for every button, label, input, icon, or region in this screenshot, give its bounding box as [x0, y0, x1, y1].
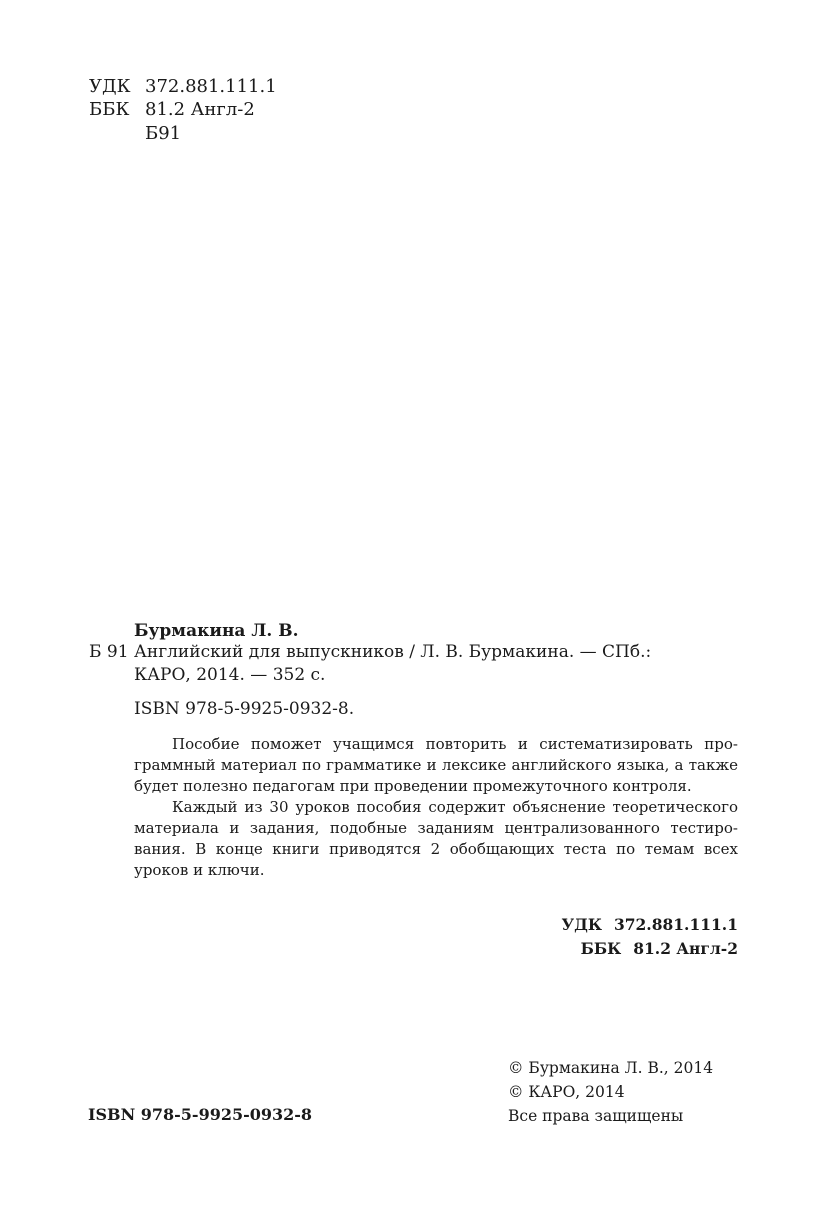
title-line-2: КАРО, 2014. — 352 с.	[134, 665, 326, 685]
bottom-udk-value: 372.881.111.1	[613, 915, 738, 934]
copyright-author: © Бурмакина Л. В., 2014	[508, 1059, 714, 1077]
rights-reserved: Все права защищены	[508, 1107, 684, 1125]
top-author-code: Б91	[145, 123, 182, 144]
bottom-bbk-value: 81.2 Англ-2	[633, 939, 738, 958]
top-udk-value: 372.881.111.1	[145, 76, 277, 97]
bottom-udk-row	[561, 914, 738, 936]
top-bbk-row	[89, 99, 255, 121]
author-code: Б 91	[89, 642, 129, 662]
isbn-line: ISBN 978-5-9925-0932-8.	[134, 699, 355, 719]
bottom-udk-label: УДК	[561, 915, 602, 934]
top-bbk-value: 81.2 Англ-2	[145, 99, 255, 120]
top-udk-row	[89, 76, 277, 98]
top-udk-label: УДК	[89, 76, 131, 97]
author-name: Бурмакина Л. В.	[134, 621, 299, 641]
copyright-publisher: © КАРО, 2014	[508, 1083, 625, 1101]
bottom-bbk-row	[581, 938, 738, 960]
title-line-1: Английский для выпускников / Л. В. Бурмакина. — СПб.:	[134, 642, 652, 662]
bottom-bbk-label: ББК	[580, 939, 622, 958]
annotation-paragraph-2: Каждый из 30 уроков пособия содержит объяснение теоретического материала и задания, подобные заданиям централизованного тестирования. В конце книги приводятся 2 обобщающих теста по темам всех уроков и ключи.	[134, 798, 738, 879]
annotation-paragraph-1: Пособие поможет учащимся повторить и систематизировать программный материал по грамматике и лексике английского языка, а также будет полезно педагогам при проведении промежуточного контроля.	[134, 735, 738, 795]
isbn-bottom: ISBN 978-5-9925-0932-8	[88, 1105, 313, 1124]
top-bbk-label: ББК	[89, 99, 130, 120]
annotation	[134, 734, 738, 881]
